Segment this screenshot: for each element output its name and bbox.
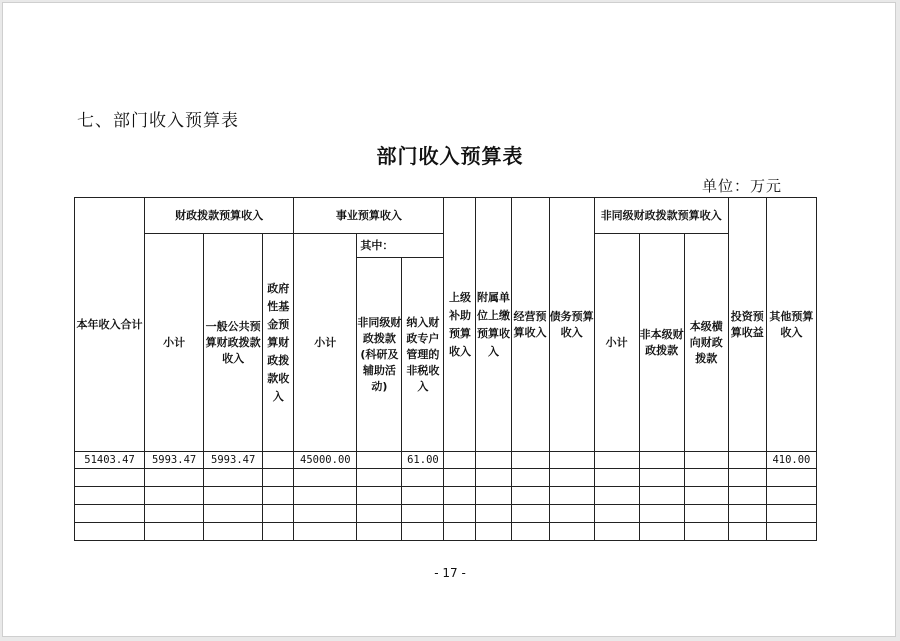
table-cell <box>145 469 204 487</box>
header-superior-subsidy: 上级补助预算收入 <box>444 198 476 452</box>
cell-career-subtotal: 45000.00 <box>294 452 357 469</box>
table-cell <box>263 523 294 541</box>
table-cell <box>728 523 766 541</box>
table-cell <box>549 487 594 505</box>
table-cell <box>402 469 444 487</box>
header-debt: 债务预算收入 <box>549 198 594 452</box>
table-cell <box>145 505 204 523</box>
table-cell <box>639 469 684 487</box>
table-cell <box>766 523 816 541</box>
header-total: 本年收入合计 <box>75 198 145 452</box>
table-cell <box>639 523 684 541</box>
table-cell <box>684 487 728 505</box>
table-cell <box>511 469 549 487</box>
table-cell <box>204 487 263 505</box>
table-cell <box>728 469 766 487</box>
header-nonsame-nonlocal: 非本级财政拨款 <box>639 234 684 452</box>
table-cell <box>444 469 476 487</box>
table-row <box>75 505 817 523</box>
section-heading: 七、部门收入预算表 <box>77 111 239 131</box>
table-cell <box>511 523 549 541</box>
table-cell <box>294 505 357 523</box>
header-career-nonfiscal: 非同级财政拨款(科研及辅助活动) <box>357 258 402 452</box>
cell-nonsame-nonlocal <box>639 452 684 469</box>
page-number: - 17 - <box>434 566 466 580</box>
table-cell <box>75 487 145 505</box>
table-cell <box>204 469 263 487</box>
table-cell <box>263 487 294 505</box>
header-nonsame-horizontal: 本级横向财政拨款 <box>684 234 728 452</box>
cell-nonsame-subtotal <box>594 452 639 469</box>
header-other: 其他预算收入 <box>766 198 816 452</box>
table-cell <box>357 469 402 487</box>
table-cell <box>444 523 476 541</box>
table-cell <box>594 469 639 487</box>
table-cell <box>444 487 476 505</box>
table-cell <box>75 523 145 541</box>
table-cell <box>549 523 594 541</box>
table-cell <box>402 487 444 505</box>
cell-fiscal-subtotal: 5993.47 <box>145 452 204 469</box>
cell-other: 410.00 <box>766 452 816 469</box>
header-nonsame-subtotal: 小计 <box>594 234 639 452</box>
table-cell <box>476 505 511 523</box>
header-nonsame-group: 非同级财政拨款预算收入 <box>594 198 728 234</box>
cell-total: 51403.47 <box>75 452 145 469</box>
cell-debt <box>549 452 594 469</box>
table-cell <box>357 505 402 523</box>
table-cell <box>549 469 594 487</box>
table-row <box>75 487 817 505</box>
table-cell <box>639 487 684 505</box>
table-cell <box>766 469 816 487</box>
table-cell <box>263 505 294 523</box>
cell-operating <box>511 452 549 469</box>
cell-fiscal-general: 5993.47 <box>204 452 263 469</box>
table-cell <box>476 487 511 505</box>
page-title: 部门收入预算表 <box>376 144 524 168</box>
header-investment: 投资预算收益 <box>728 198 766 452</box>
cell-affiliated-payment <box>476 452 511 469</box>
header-fiscal-group: 财政拨款预算收入 <box>145 198 294 234</box>
cell-investment <box>728 452 766 469</box>
table-cell <box>476 523 511 541</box>
table-cell <box>444 505 476 523</box>
cell-nonsame-horizontal <box>684 452 728 469</box>
table-cell <box>476 469 511 487</box>
header-operating: 经营预算收入 <box>511 198 549 452</box>
table-cell <box>357 487 402 505</box>
table-cell <box>204 505 263 523</box>
table-cell <box>263 469 294 487</box>
table-row <box>75 469 817 487</box>
header-career-group: 事业预算收入 <box>294 198 444 234</box>
table-cell <box>145 523 204 541</box>
cell-career-nonfiscal <box>357 452 402 469</box>
header-fiscal-general: 一般公共预算财政拨款收入 <box>204 234 263 452</box>
table-cell <box>594 487 639 505</box>
table-cell <box>684 523 728 541</box>
table-cell <box>294 523 357 541</box>
cell-career-special: 61.00 <box>402 452 444 469</box>
table-cell <box>511 487 549 505</box>
table-cell <box>684 469 728 487</box>
table-cell <box>294 487 357 505</box>
cell-fiscal-fund <box>263 452 294 469</box>
table-cell <box>75 505 145 523</box>
table-cell <box>549 505 594 523</box>
table-cell <box>594 523 639 541</box>
table-cell <box>684 505 728 523</box>
header-career-of-which: 其中： <box>357 234 444 258</box>
table-cell <box>402 505 444 523</box>
table-cell <box>594 505 639 523</box>
cell-superior-subsidy <box>444 452 476 469</box>
header-career-special: 纳入财政专户管理的非税收入 <box>402 258 444 452</box>
table-cell <box>357 523 402 541</box>
table-cell <box>145 487 204 505</box>
table-cell <box>766 505 816 523</box>
table-cell <box>402 523 444 541</box>
income-budget-table <box>74 197 817 541</box>
unit-label: 单位：万元 <box>702 177 783 195</box>
table-cell <box>511 505 549 523</box>
table-row <box>75 523 817 541</box>
table-cell <box>294 469 357 487</box>
table-cell <box>728 487 766 505</box>
header-career-subtotal: 小计 <box>294 234 357 452</box>
table-cell <box>728 505 766 523</box>
header-fiscal-fund: 政府性基金预算财政拨款收入 <box>263 234 294 452</box>
table-cell <box>75 469 145 487</box>
header-fiscal-subtotal: 小计 <box>145 234 204 452</box>
table-cell <box>766 487 816 505</box>
header-affiliated-payment: 附属单位上缴预算收入 <box>476 198 511 452</box>
table-cell <box>639 505 684 523</box>
table-row <box>75 452 817 469</box>
table-cell <box>204 523 263 541</box>
